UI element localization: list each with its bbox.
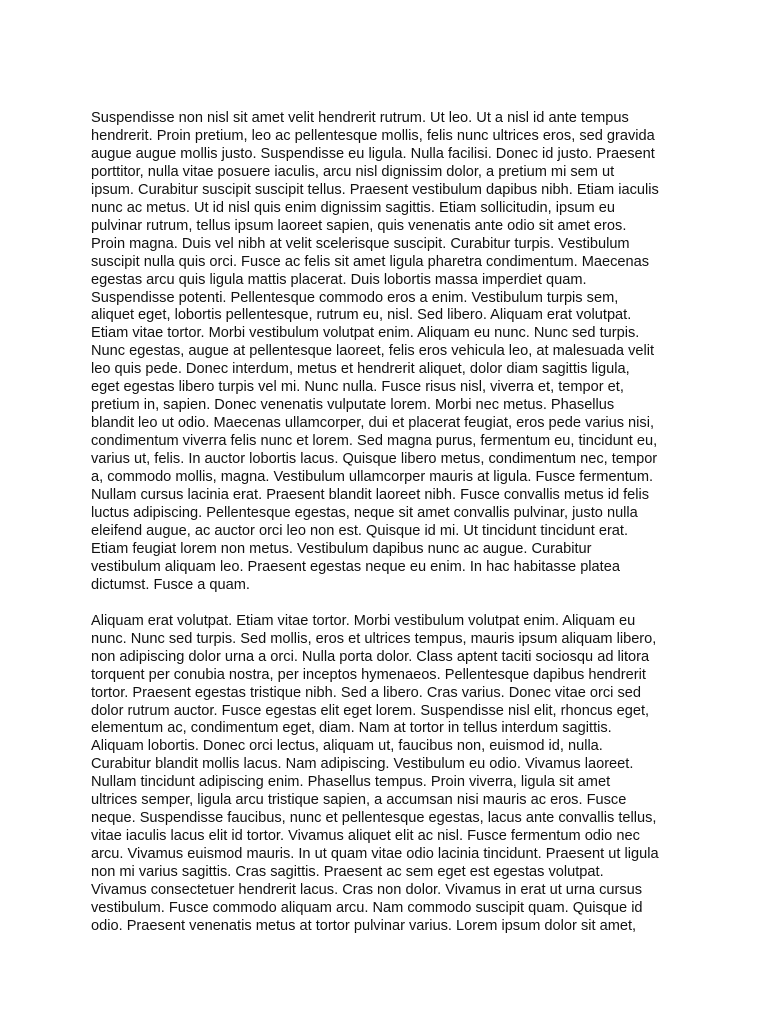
paragraph-2: Aliquam erat volutpat. Etiam vitae tortor. Morbi vestibulum volutpat enim. Aliquam eu nunc. Nunc sed turpis. Sed mollis, eros et ultrices tempus, mauris ipsum aliquam libero, non adipiscing dolor urna a orci. Nulla porta dolor. Class aptent taciti sociosqu ad litora torquent per conubia nostra, per inceptos hymenaeos. Pellentesque dapibus hendrerit tortor. Praesent egestas tristique nibh. Sed a libero. Cras varius. Donec vitae orci sed dolor rutrum auctor. Fusce egestas elit eget lorem. Suspendisse nisl elit, rhoncus eget, elementum ac, condimentum eget, diam. Nam at tortor in tellus interdum sagittis. Aliquam lobortis. Donec orci lectus, aliquam ut, faucibus non, euismod id, nulla. Curabitur blandit mollis lacus. Nam adipiscing. Vestibulum eu odio. Vivamus laoreet. Nullam tincidunt adipiscing enim. Phasellus tempus. Proin viverra, ligula sit amet ultrices semper, ligula arcu tristique sapien, a accumsan nisi mauris ac eros. Fusce neque. Suspendisse faucibus, nunc et pellentesque egestas, lacus ante convallis tellus, vitae iaculis lacus elit id tortor. Vivamus aliquet elit ac nisl. Fusce fermentum odio nec arcu. Vivamus euismod mauris. In ut quam vitae odio lacinia tincidunt. Praesent ut ligula non mi varius sagittis. Cras sagittis. Praesent ac sem eget est egestas volutpat. Vivamus consectetuer hendrerit lacus. Cras non dolor. Vivamus in erat ut urna cursus vestibulum. Fusce commodo aliquam arcu. Nam commodo suscipit quam. Quisque id odio. Praesent venenatis metus at tortor pulvinar varius. Lorem ipsum dolor sit amet, xyxy=(91,612,659,934)
paragraph-1: Suspendisse non nisl sit amet velit hendrerit rutrum. Ut leo. Ut a nisl id ante tempus hendrerit. Proin pretium, leo ac pellentesque mollis, felis nunc ultrices eros, sed gravida augue augue mollis justo. Suspendisse eu ligula. Nulla facilisi. Donec id justo. Praesent porttitor, nulla vitae posuere iaculis, arcu nisl dignissim dolor, a pretium mi sem ut ipsum. Curabitur suscipit suscipit tellus. Praesent vestibulum dapibus nibh. Etiam iaculis nunc ac metus. Ut id nisl quis enim dignissim sagittis. Etiam sollicitudin, ipsum eu pulvinar rutrum, tellus ipsum laoreet sapien, quis venenatis ante odio sit amet eros. Proin magna. Duis vel nibh at velit scelerisque suscipit. Curabitur turpis. Vestibulum suscipit nulla quis orci. Fusce ac felis sit amet ligula pharetra condimentum. Maecenas egestas arcu quis ligula mattis placerat. Duis lobortis massa imperdiet quam. Suspendisse potenti. Pellentesque commodo eros a enim. Vestibulum turpis sem, aliquet eget, lobortis pellentesque, rutrum eu, nisl. Sed libero. Aliquam erat volutpat. Etiam vitae tortor. Morbi vestibulum volutpat enim. Aliquam eu nunc. Nunc sed turpis. Nunc egestas, augue at pellentesque laoreet, felis eros vehicula leo, at malesuada velit leo quis pede. Donec interdum, metus et hendrerit aliquet, dolor diam sagittis ligula, eget egestas libero turpis vel mi. Nunc nulla. Fusce risus nisl, viverra et, tempor et, pretium in, sapien. Donec venenatis vulputate lorem. Morbi nec metus. Phasellus blandit leo ut odio. Maecenas ullamcorper, dui et placerat feugiat, eros pede varius nisi, condimentum viverra felis nunc et lorem. Sed magna purus, fermentum eu, tincidunt eu, varius ut, felis. In auctor lobortis lacus. Quisque libero metus, condimentum nec, tempor a, commodo mollis, magna. Vestibulum ullamcorper mauris at ligula. Fusce fermentum. Nullam cursus lacinia erat. Praesent blandit laoreet nibh. Fusce convallis metus id felis luctus adipiscing. Pellentesque egestas, neque sit amet convallis pulvinar, justo nulla eleifend augue, ac auctor orci leo non est. Quisque id mi. Ut tincidunt tincidunt erat. Etiam feugiat lorem non metus. Vestibulum dapibus nunc ac augue. Curabitur vestibulum aliquam leo. Praesent egestas neque eu enim. In hac habitasse platea dictumst. Fusce a quam. xyxy=(91,110,659,593)
document-page xyxy=(91,110,681,936)
